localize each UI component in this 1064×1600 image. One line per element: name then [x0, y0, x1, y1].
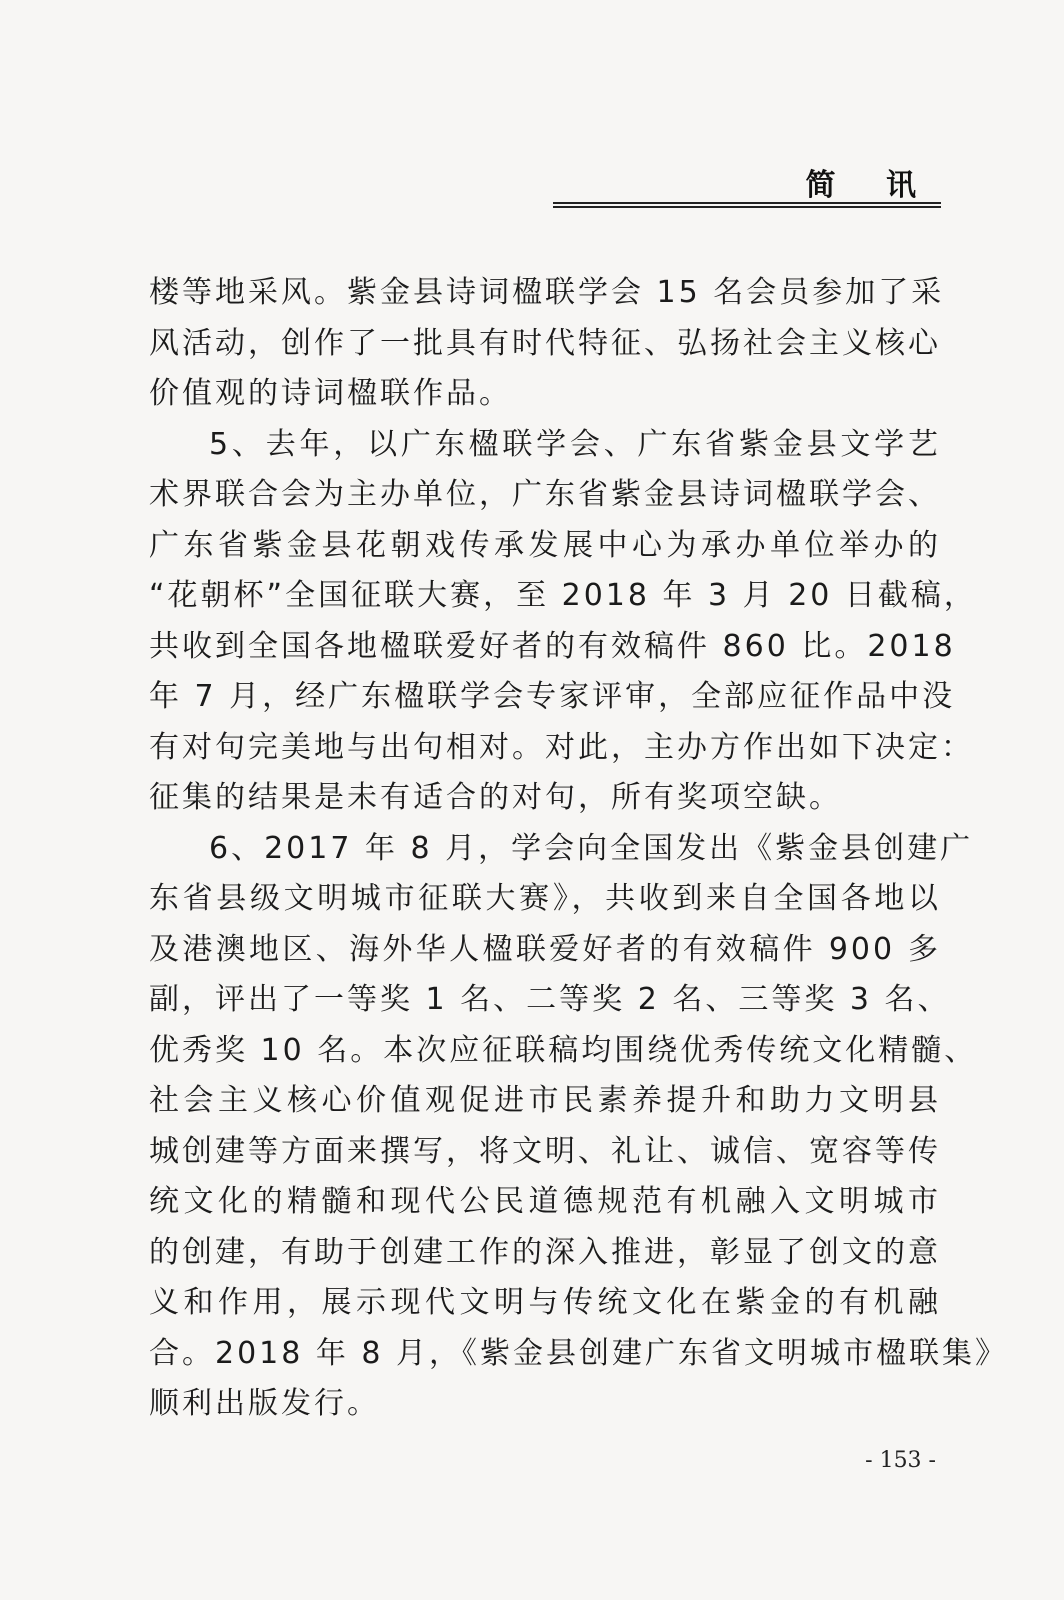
text-line: 副，评出了一等奖 1 名、二等奖 2 名、三等奖 3 名、	[149, 982, 951, 1017]
text-line: “花朝杯”全国征联大赛，至 2018 年 3 月 20 日截稿，	[149, 578, 977, 613]
text-line: 义和作用，展示现代文明与传统文化在紫金的有机融	[149, 1285, 941, 1320]
text-line: 有对句完美地与出句相对。对此，主办方作出如下决定：	[149, 729, 974, 765]
text-line: 征集的结果是未有适合的对句，所有奖项空缺。	[149, 780, 842, 815]
text-line: 顺利出版发行。	[149, 1386, 380, 1421]
page-number: - 153 -	[865, 1448, 936, 1473]
text-line: 年 7 月，经广东楹联学会专家评审，全部应征作品中没	[149, 679, 956, 714]
text-line: 6、2017 年 8 月，学会向全国发出《紫金县创建广	[209, 830, 974, 866]
text-line: 价值观的诗词楹联作品。	[149, 376, 512, 411]
header-rule	[553, 202, 941, 208]
text-line: 东省县级文明城市征联大赛》，共收到来自全国各地以	[149, 881, 941, 916]
text-line: 广东省紫金县花朝戏传承发展中心为承办单位举办的	[149, 527, 941, 563]
text-line: 的创建，有助于创建工作的深入推进，彰显了创文的意	[149, 1234, 941, 1270]
text-line: 5、去年，以广东楹联学会、广东省紫金县文学艺	[209, 426, 941, 462]
text-line: 优秀奖 10 名。本次应征联稿均围绕优秀传统文化精髓、	[149, 1032, 978, 1068]
text-line: 共收到全国各地楹联爱好者的有效稿件 860 比。2018	[149, 628, 956, 664]
text-line: 社会主义核心价值观促进市民素养提升和助力文明县	[149, 1083, 941, 1118]
text-line: 术界联合会为主办单位，广东省紫金县诗词楹联学会、	[149, 477, 941, 512]
text-line: 合。2018 年 8 月，《紫金县创建广东省文明城市楹联集》	[149, 1335, 1009, 1371]
text-line: 楼等地采风。紫金县诗词楹联学会 15 名会员参加了采	[149, 275, 945, 310]
article-body	[149, 268, 1009, 1430]
text-line: 及港澳地区、海外华人楹联爱好者的有效稿件 900 多	[149, 931, 941, 967]
text-line: 城创建等方面来撰写，将文明、礼让、诚信、宽容等传	[149, 1133, 941, 1169]
section-title: 简 讯	[805, 168, 936, 203]
text-line: 风活动，创作了一批具有时代特征、弘扬社会主义核心	[149, 325, 941, 361]
text-line: 统文化的精髓和现代公民道德规范有机融入文明城市	[149, 1184, 941, 1219]
